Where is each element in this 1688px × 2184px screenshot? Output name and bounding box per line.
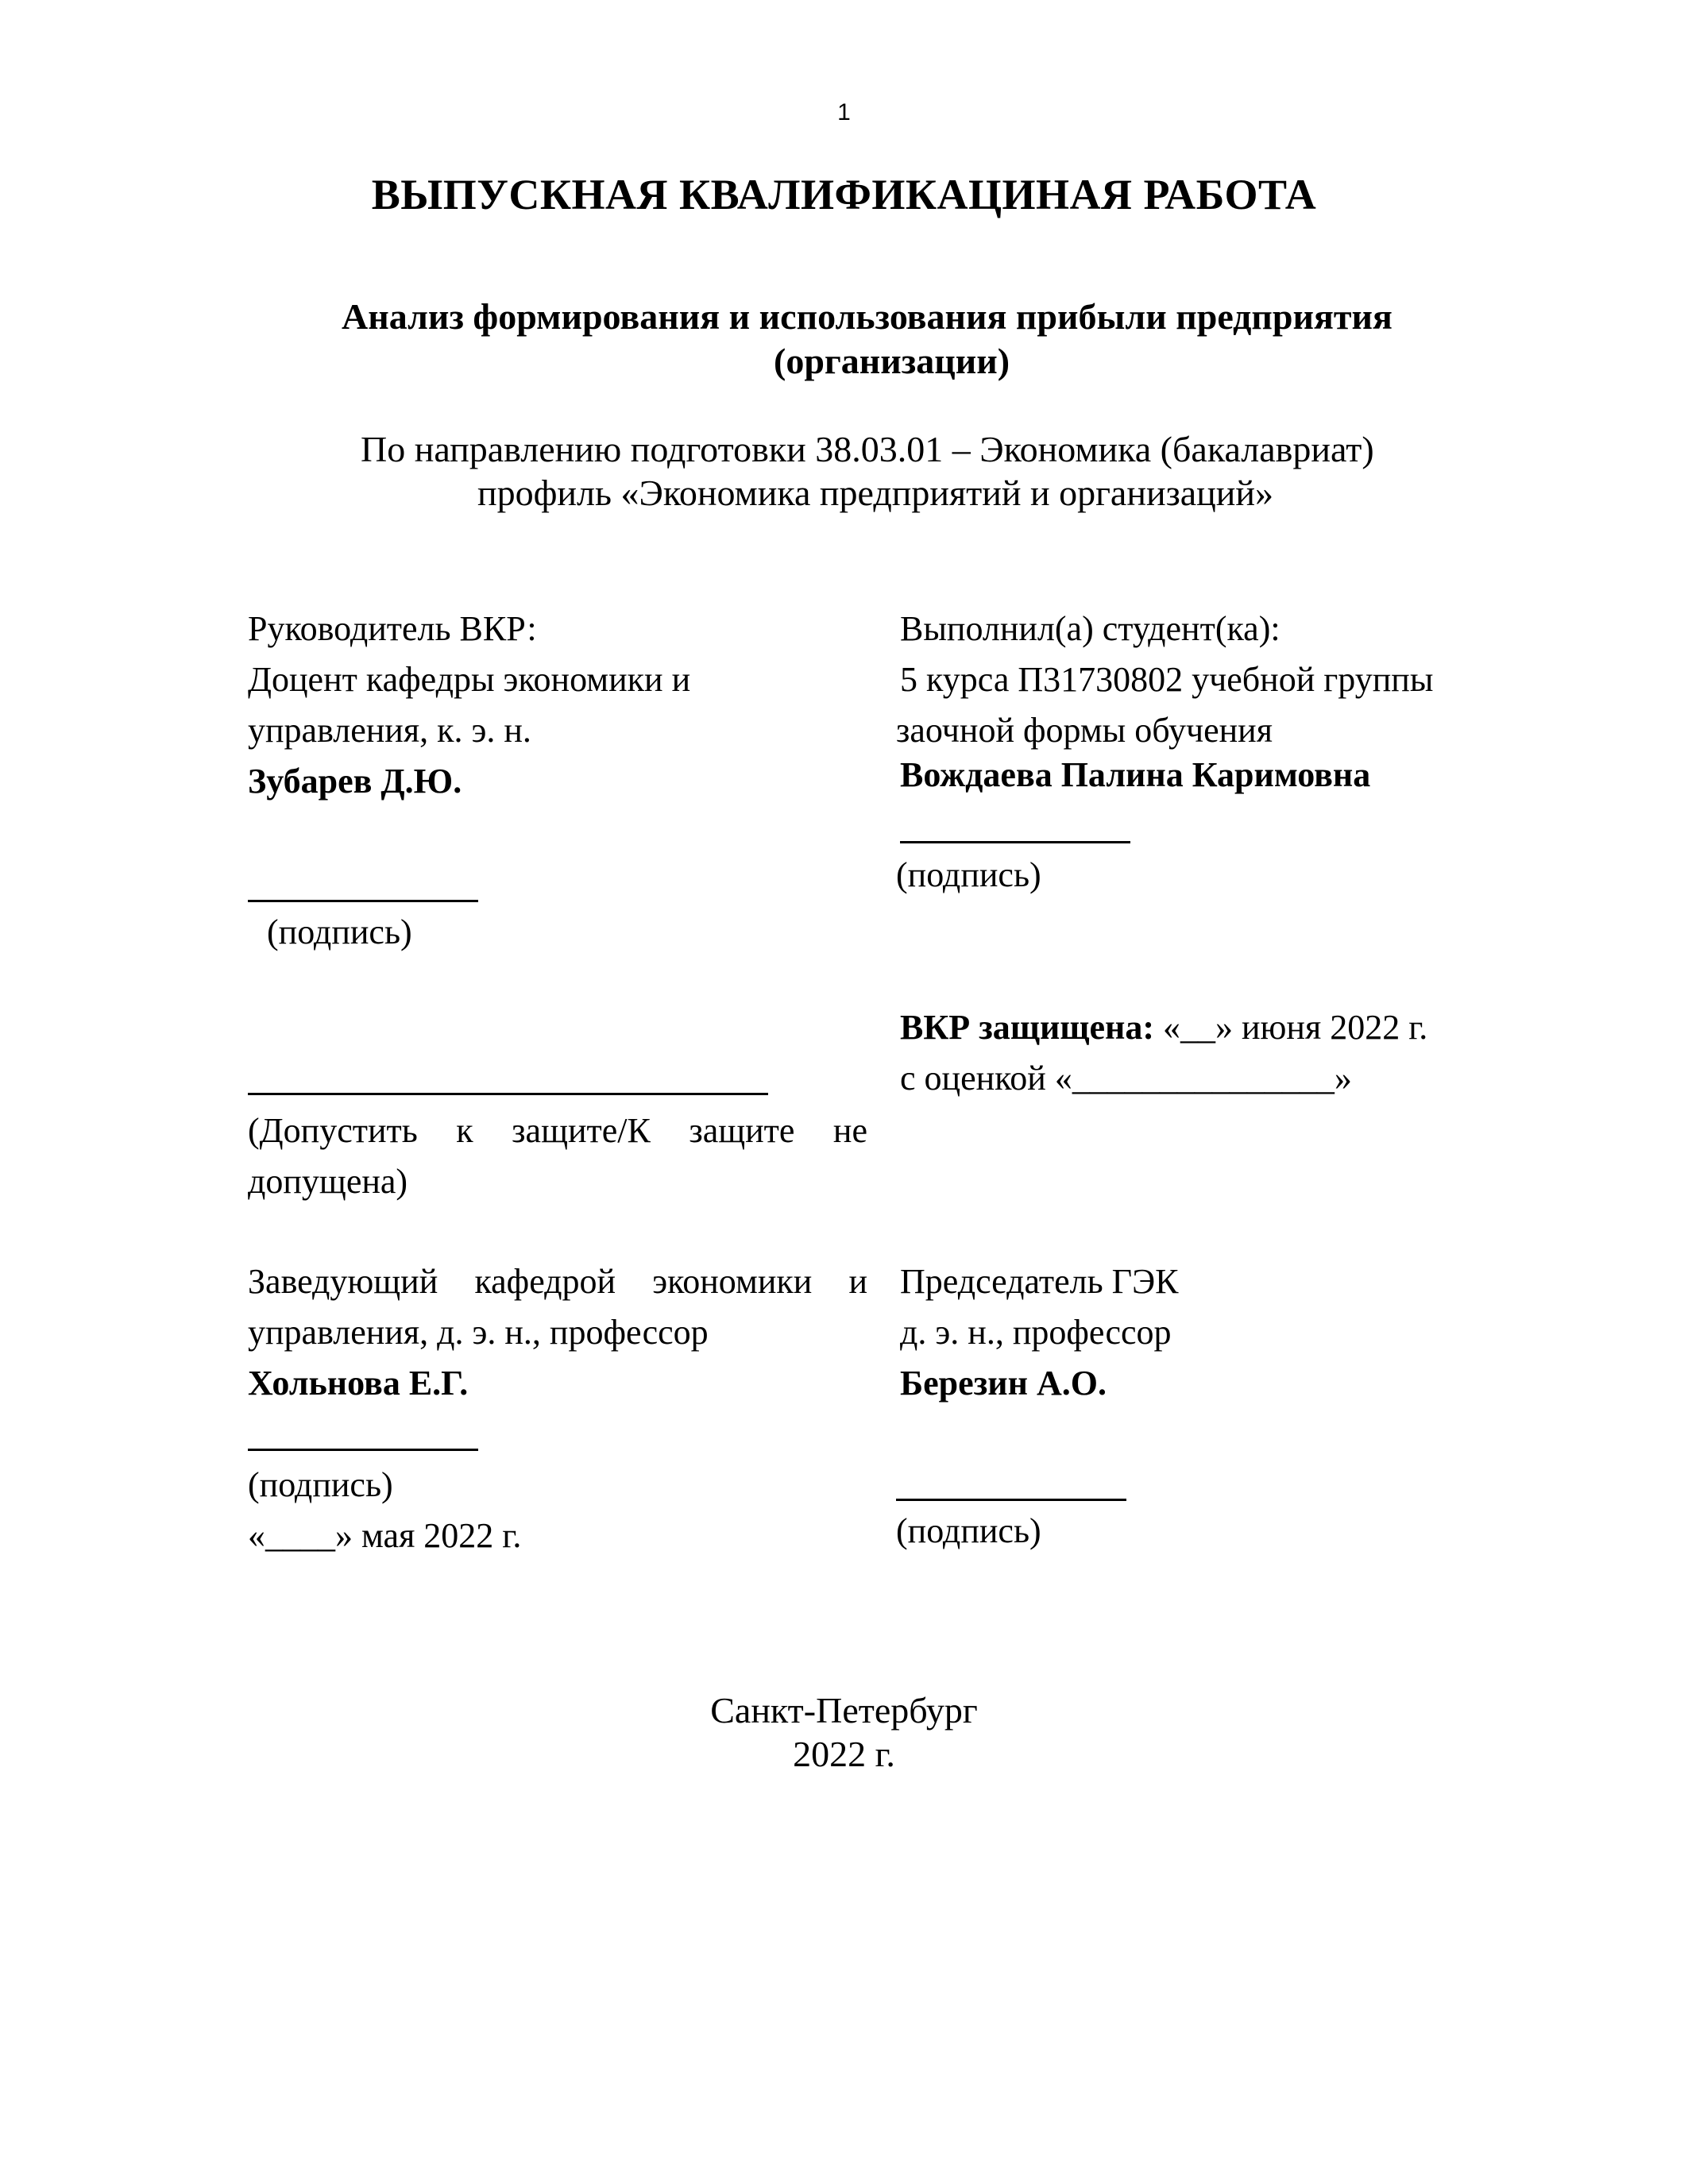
student-signature-label: (подпись): [896, 855, 1041, 894]
supervisor-name: Зубарев Д.Ю.: [248, 762, 462, 801]
study-direction-line1: По направлению подготовки 38.03.01 – Экономика (бакалавриат): [361, 429, 1374, 469]
document-title: ВЫПУСКНАЯ КВАЛИФИКАЦИНАЯ РАБОТА: [371, 171, 1317, 218]
supervisor-signature-line: [248, 900, 478, 902]
student-group-line2: заочной формы обучения: [896, 711, 1273, 750]
head-title-word: экономики: [652, 1262, 813, 1301]
gek-signature-label: (подпись): [896, 1511, 1041, 1550]
thesis-topic-line2: (организации): [774, 341, 1010, 381]
head-signature-date: «____» мая 2022 г.: [248, 1516, 522, 1555]
head-of-department-name: Хольнова Е.Г.: [248, 1364, 469, 1403]
head-title-word: и: [848, 1262, 867, 1301]
supervisor-position-line1: Доцент кафедры экономики и: [248, 660, 691, 699]
study-profile-line2: профиль «Экономика предприятий и организаций»: [477, 473, 1274, 513]
defense-label: ВКР защищена:: [900, 1008, 1154, 1047]
head-signature-label: (подпись): [248, 1465, 393, 1504]
head-of-department-title-line2: управления, д. э. н., профессор: [248, 1313, 709, 1352]
supervisor-signature-label: (подпись): [267, 913, 412, 951]
defense-date-value: «__» июня 2022 г.: [1154, 1008, 1428, 1047]
student-name: Вождаева Палина Каримовна: [900, 755, 1371, 794]
page-number: 1: [837, 99, 851, 125]
admission-decision-line1: [248, 1106, 867, 1156]
gek-chair-name: Березин А.О.: [900, 1364, 1107, 1403]
thesis-topic-line1: Анализ формирования и использования прибыли предприятия: [342, 296, 1393, 337]
student-signature-line: [900, 841, 1130, 843]
supervisor-label: Руководитель ВКР:: [248, 609, 537, 648]
defense-date: [900, 1002, 1427, 1053]
admission-word: защите/К: [512, 1111, 651, 1150]
supervisor-position-line2: управления, к. э. н.: [248, 711, 531, 750]
admission-signature-line: [248, 1093, 768, 1095]
city: Санкт-Петербург: [710, 1690, 978, 1731]
head-of-department-title-line1: [248, 1256, 867, 1307]
head-signature-line: [248, 1449, 478, 1451]
admission-word: не: [832, 1111, 867, 1150]
admission-word: к: [456, 1111, 473, 1150]
admission-word: защите: [689, 1111, 795, 1150]
student-label: Выполнил(а) студент(ка):: [900, 609, 1280, 648]
admission-word: (Допустить: [248, 1111, 418, 1150]
student-group-line1: 5 курса П31730802 учебной группы: [900, 660, 1434, 699]
gek-chair-degree: д. э. н., профессор: [900, 1313, 1172, 1352]
head-title-word: кафедрой: [474, 1262, 616, 1301]
head-title-word: Заведующий: [248, 1262, 438, 1301]
defense-grade: с оценкой «_______________»: [900, 1059, 1352, 1098]
year: 2022 г.: [793, 1734, 895, 1774]
gek-chair-label: Председатель ГЭК: [900, 1262, 1179, 1301]
gek-signature-line: [896, 1499, 1126, 1501]
admission-decision-line2: допущена): [248, 1162, 408, 1201]
